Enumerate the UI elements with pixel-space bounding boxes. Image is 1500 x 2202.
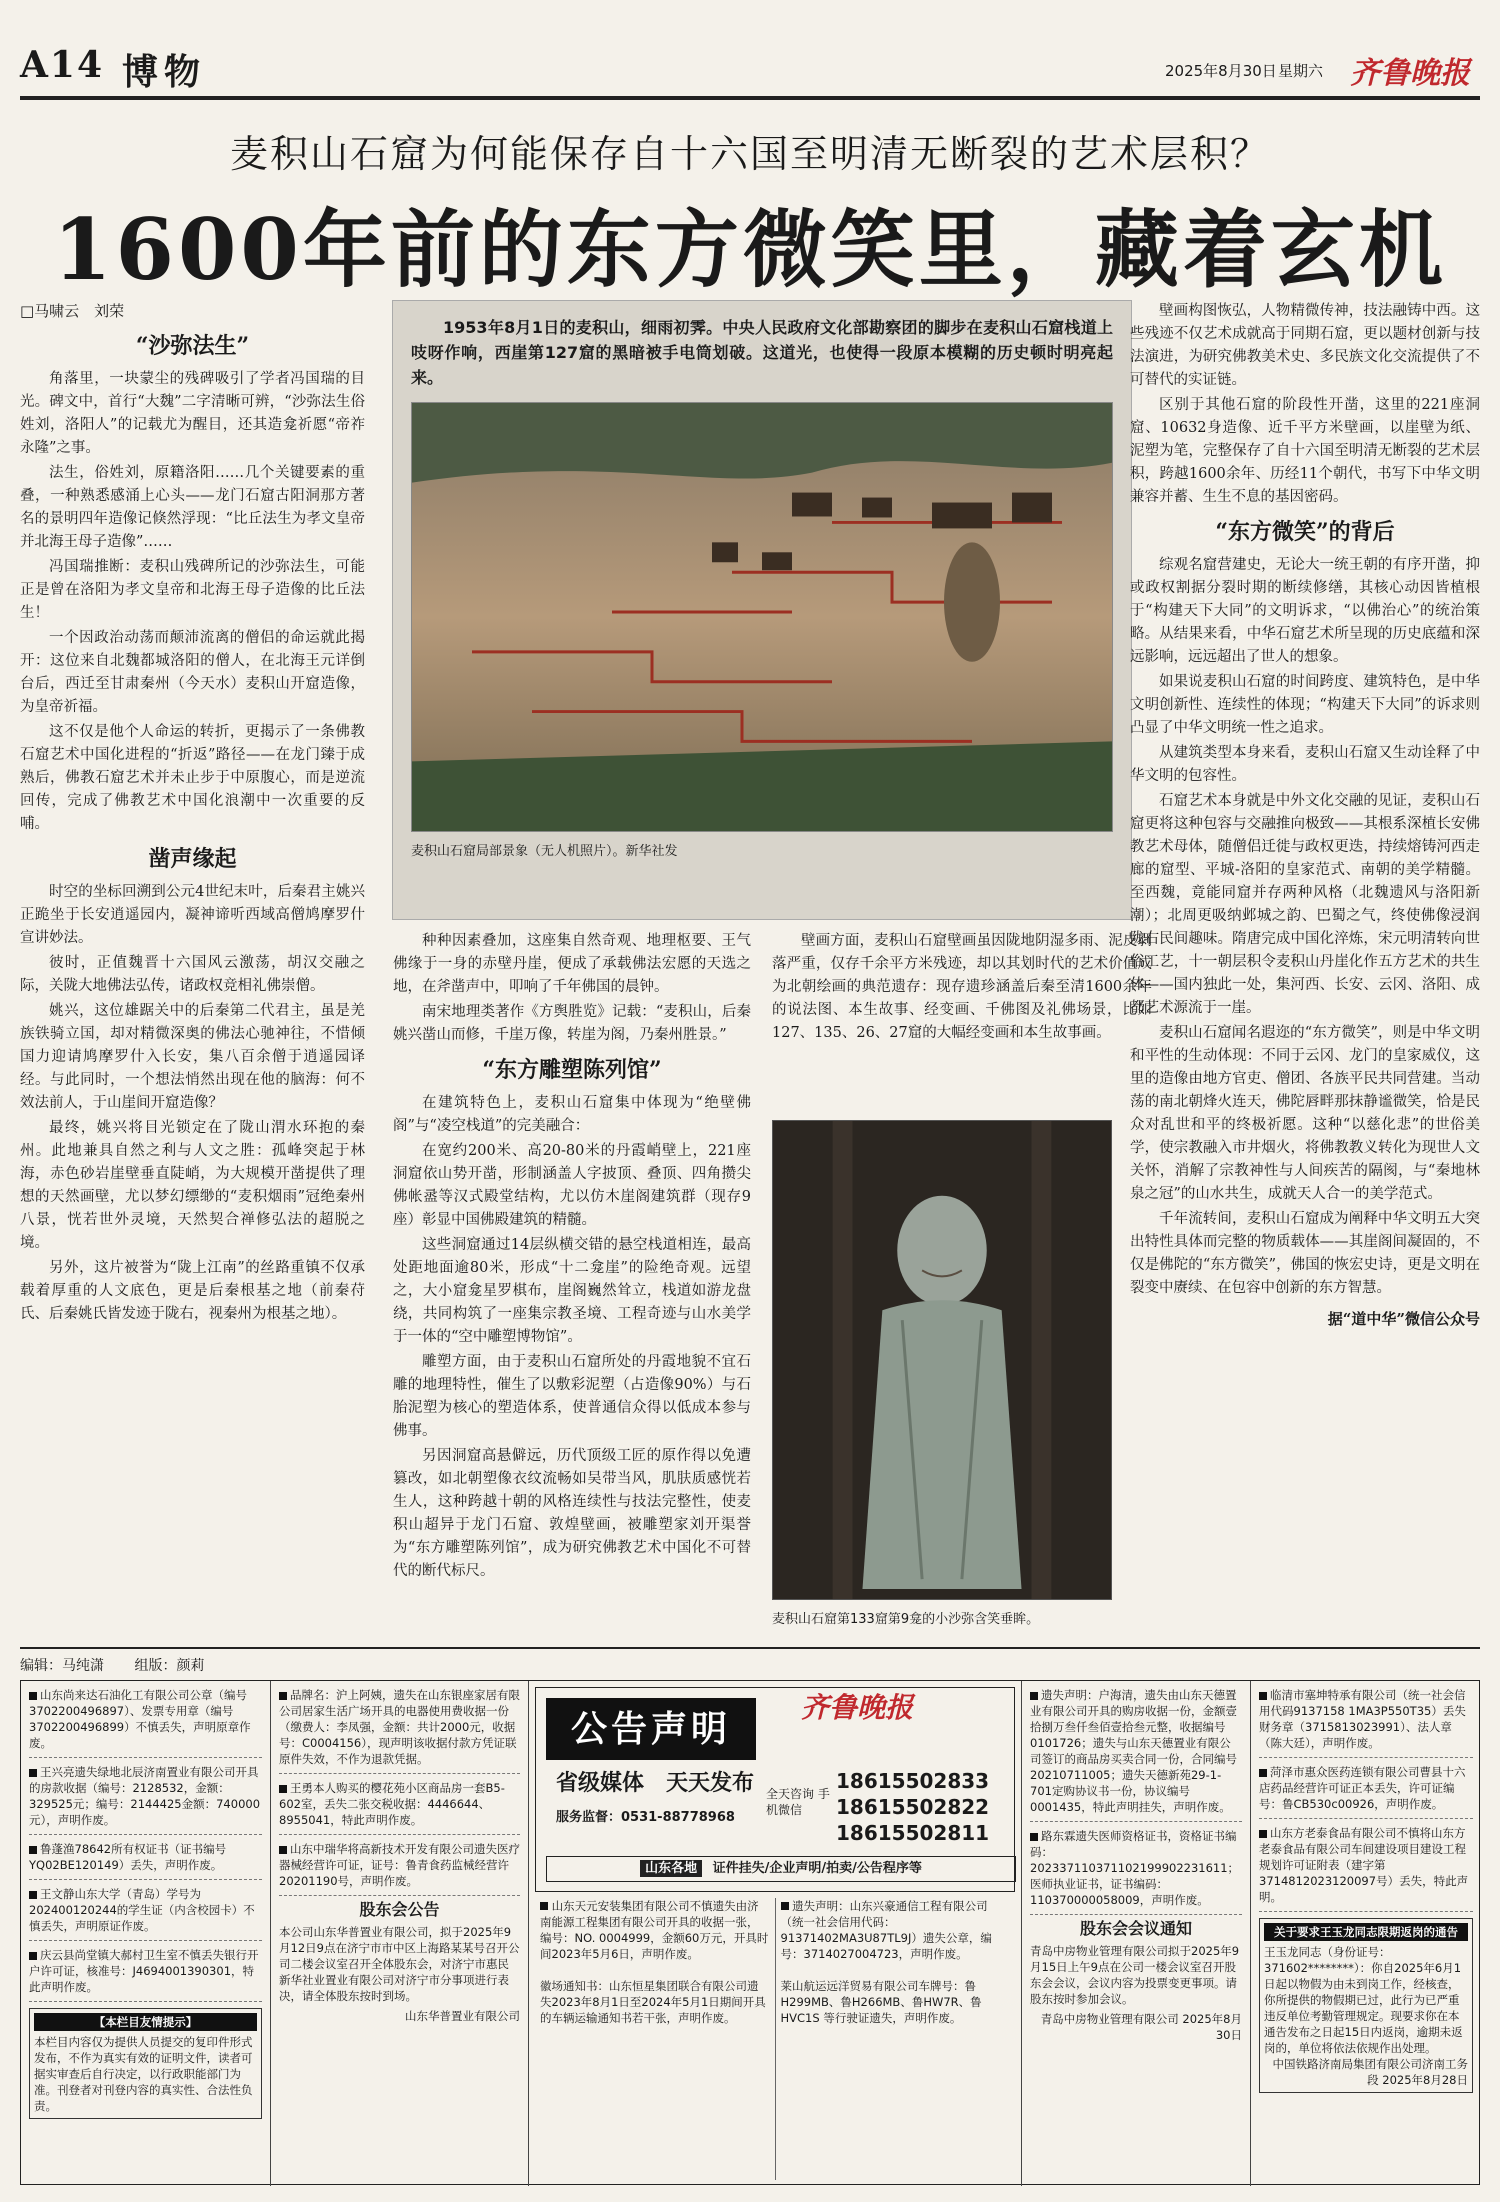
meeting-notice-title: 股东会公告 (359, 1900, 440, 1919)
paragraph: 壁画构图恢弘，人物精微传神，技法融铸中西。这些残迹不仅艺术成就高于同期石窟，更以题材创新与技法演进，为研究佛教美术史、多民族文化交流提供了不可替代的实证链。 (1130, 303, 1480, 388)
classified-item: 王兴亮遗失绿地北辰济南置业有限公司开具的房款收据（编号：2128532，金额：329525元；编号：2144425金额：740000元），声明作废。 (29, 1764, 262, 1835)
paragraph: 这些洞窟通过14层纵横交错的悬空栈道相连，最高处距地面逾80米，形成“十二龛崖”的险绝奇观。远望之，大小窟龛星罗棋布，崖阁巍然耸立，栈道如游龙盘绕，共同构筑了一座集宗教圣境、工程奇迹与山水美学于一体的“空中雕塑博物馆”。 (393, 1237, 751, 1345)
classified-item: 品牌名：沪上阿姨，遗失在山东银座家居有限公司居家生活广场开具的电器使用费收据一份（缴费人：李凤强，金额：共计2000元，收据号：C0004156），现声明该收据付款方凭证联原件失效，不作为退款凭据。 (279, 1687, 520, 1774)
return-notice-text: 王玉龙同志（身份证号：371602********）：你自2025年6月1日起以物假为由未到岗工作，经核查，你所提供的物假期已过，此行为已严重违反单位考勤管理规定。现要求你在本通告发布之日起15日内返岗，逾期未返岗的，单位将依法依规作出处理。 (1264, 1945, 1463, 2055)
weekday: 星期六 (1278, 62, 1324, 80)
classifieds-column-1 (21, 1681, 271, 2186)
column-tip-title: 【本栏目友情提示】 (34, 2013, 257, 2031)
notice-hotline: 服务监督：0531-88778968 (556, 1810, 735, 1825)
classified-item: 遗失声明：山东兴豪通信工程有限公司（统一社会信用代码：91371402MA3U87TL9J）遗失公章，编号：3714027004723，声明作废。 莱山航运远洋贸易有限公司车牌号：鲁H299MB、鲁H266MB、鲁HW7R、鲁HVC1S 等行驶证遗失，声明作废。 (780, 1899, 992, 2025)
classified-item: 王文静山东大学（青岛）学号为202400120244的学生证（内含校园卡）不慎丢失，声明原证作废。 (29, 1886, 262, 1941)
editor-credits (20, 1647, 1480, 1675)
paragraph: 如果说麦积山石窟的时间跨度、建筑特色，是中华文明创新性、连续性的体现；“构建天下大同”的诉求则凸显了中华文明统一性之追求。 (1130, 674, 1480, 736)
byline: □马啸云 刘荣 (20, 302, 125, 320)
paragraph: 另外，这片被誉为“陇上江南”的丝路重镇不仅承载着厚重的人文底色，更是后秦根基之地（前秦苻氏、后秦姚氏皆发迹于陇右，视秦州为根基之地）。 (20, 1260, 365, 1322)
article-column-3 (772, 930, 1152, 1140)
paragraph: 彼时，正值魏晋十六国风云激荡，胡汉交融之际，关陇大地佛法弘传，诸政权竞相礼佛崇僧。 (20, 955, 365, 994)
section-heading: “沙弥法生” (135, 333, 250, 359)
section-heading: 凿声缘起 (148, 846, 237, 872)
classifieds-section (20, 1680, 1480, 2185)
headline-kicker: 麦积山石窟为何能保存自十六国至明清无断裂的艺术层积？ (229, 132, 1270, 176)
notice-phones (836, 1768, 989, 1846)
return-notice-sign: 中国铁路济南局集团有限公司济南工务段 2025年8月28日 (1272, 2057, 1468, 2087)
masthead (20, 40, 1480, 100)
classified-item: 王勇本人购买的樱花苑小区商品房一套B5-602室，丢失二张交税收据：4446644、8955041，特此声明作废。 (279, 1780, 520, 1835)
photo-caption: 麦积山石窟局部景象（无人机照片）。新华社发 (411, 844, 678, 859)
paragraph: 从建筑类型本身来看，麦积山石窟又生动诠释了中华文明的包容性。 (1130, 745, 1480, 784)
classifieds-column-3 (1021, 1681, 1251, 2186)
article (20, 300, 1480, 1640)
smiling-monk-statue-photo (772, 1120, 1112, 1600)
meeting-notice-sign: 山东华普置业有限公司 (405, 2009, 520, 2023)
classified-item: 山东中瑞华将高新技术开发有限公司遗失医疗器械经营许可证，证号：鲁青食药监械经营许20201190号，声明作废。 (279, 1841, 520, 1896)
paragraph: 在建筑特色上，麦积山石窟集中体现为“绝壁佛阁”与“凌空栈道”的完美融合： (393, 1095, 751, 1134)
classified-item: 路东霖遗失医师资格证书，资格证书编码：202337110371102199902231611；医师执业证书，证书编码：110370000058009，声明作废。 (1030, 1828, 1242, 1915)
source-note: 据“道中华”微信公众号 (1327, 1310, 1480, 1328)
article-column-2 (393, 930, 751, 1640)
paragraph: 壁画方面，麦积山石窟壁画虽因陇地阴湿多雨、泥皮剥落严重，仅存千余平方米残迹，却以其划时代的艺术价值成为北朝绘画的典范遗存：现存遗珍涵盖后秦至清1600余年的说法图、本生故事、经变画、千佛图及礼佛场景，比如127、135、26、27窟的大幅经变画和本生故事画。 (772, 933, 1152, 1041)
meeting-notice-title: 股东会会议通知 (1079, 1919, 1192, 1938)
classified-item: 鲁蓬渔78642所有权证书（证书编号YQ02BE120149）丢失，声明作废。 (29, 1841, 262, 1880)
paragraph: 在宽约200米、高20-80米的丹霞峭壁上，221座洞窟依山势开凿，形制涵盖人字披顶、叠顶、四角攒尖佛帐盝等汉式殿堂结构，尤以仿木崖阁建筑群（现存9座）彰显中国佛殿建筑的精髓。 (393, 1143, 751, 1228)
services-list: 证件挂失/企业声明/拍卖/公告程序等 (712, 1861, 922, 1876)
photo-caption: 麦积山石窟第133窟第9龛的小沙弥含笑垂眸。 (772, 1612, 1040, 1627)
paragraph: 雕塑方面，由于麦积山石窟所处的丹霞地貌不宜石雕的地理特性，催生了以敷彩泥塑（占造像90%）与石胎泥塑为核心的塑造体系，使普通信众得以低成本参与佛事。 (393, 1354, 751, 1439)
paragraph: 综观名窟营建史，无论大一统王朝的有序开凿，抑或政权割据分裂时期的断续修缮，其核心动因皆植根于“构建天下大同”的文明诉求，“以佛治心”的统治策略。从结果来看，中华石窟艺术所呈现的历史底蕴和深远影响，远远超出了世人的想象。 (1130, 557, 1480, 665)
paragraph: 时空的坐标回溯到公元4世纪末叶，后秦君主姚兴正跪坐于长安逍遥园内，凝神谛听西域高僧鸠摩罗什宣讲妙法。 (20, 884, 365, 946)
notice-brand: 齐鲁晚报 (801, 1691, 914, 1724)
paragraph: 角落里，一块蒙尘的残碑吸引了学者冯国瑞的目光。碑文中，首行“大魏”二字清晰可辨，“沙弥法生俗姓刘，洛阳人”的记载尤为醒目，还其造龛祈愿“帝祚永隆”之事。 (20, 371, 365, 456)
statue-photo-block (772, 1120, 1112, 1640)
paragraph: 种种因素叠加，这座集自然奇观、地理枢要、王气佛缘于一身的赤壁丹崖，便成了承载佛法宏愿的天选之地，在斧凿声中，叩响了千年佛国的晨钟。 (393, 933, 751, 995)
paragraph: 麦积山石窟闻名遐迩的“东方微笑”，则是中华文明和平性的生动体现：不同于云冈、龙门的皇家威仪，这里的造像由地方官吏、僧团、各族平民共同营建。当动荡的南北朝烽火连天，佛陀唇畔那抹静谧微笑，恰是民众对乱世和平的终极祈愿。这种“以慈化悲”的世俗美学，使宗教融入市井烟火，将佛教教义转化为现世人文关怀，消解了宗教神性与人间疾苦的隔阂，与“秦地林泉之冠”的山水共生，成就天人合一的美学范式。 (1130, 1025, 1480, 1202)
article-column-1 (20, 300, 365, 1640)
return-notice-title: 关于要求王玉龙同志限期返岗的通告 (1264, 1923, 1468, 1941)
column-tip (29, 2008, 262, 2119)
meeting-notice-text: 青岛中房物业管理有限公司拟于2025年9月15日上午9点在公司一楼会议室召开股东会会议，会议内容为投票变更事项。请股东按时参加会议。 (1030, 1944, 1240, 2006)
phone-number[interactable]: 18615502833 (836, 1769, 990, 1793)
paragraph: 这不仅是他个人命运的转折，更揭示了一条佛教石窟艺术中国化进程的“折返”路径——在龙门臻于成熟后，佛教石窟艺术并未止步于中原腹心，而是逆流回传，完成了佛教艺术中国化浪潮中一次重要的反哺。 (20, 724, 365, 832)
lead-paragraph: 1953年8月1日的麦积山，细雨初霁。中央人民政府文化部勘察团的脚步在麦积山石窟栈道上吱呀作响，西崖第127窟的黑暗被手电筒划破。这道光，也使得一段原本模糊的历史顿时明亮起来。 (411, 318, 1113, 387)
paragraph: 法生，俗姓刘，原籍洛阳……几个关键要素的重叠，一种熟悉感涌上心头——龙门石窟古阳洞那方著名的景明四年造像记倏然浮现：“比丘法生为孝文皇帝并北海王母子造像”…… (20, 465, 365, 550)
notice-advert (535, 1687, 1015, 1892)
notice-services (546, 1856, 1016, 1882)
section-heading: “东方微笑”的背后 (1215, 519, 1395, 545)
page-number: A14 (20, 44, 105, 86)
article-column-4 (1130, 300, 1480, 1640)
meeting-notice-text: 本公司山东华普置业有限公司，拟于2025年9月12日9点在济宁市市中区上海路某某号召开公司二楼会议室召开全体股东会，对济宁市惠民新华社业置业有限公司对济宁市分事项进行表决，请全体股东按时到场。 (279, 1925, 520, 2003)
classified-item: 遗失声明：户海清，遗失由山东天德置业有限公司开具的购房收据一份，金额壹拾捌万叁仟叁佰壹拾叁元整，收据编号0101726；遗失与山东天德置业有限公司签订的商品房买卖合同一份，合同编号20210711005；遗失天德新苑29-1-701定购协议书一份，协议编号0001435，特此声明挂失，声明作废。 (1030, 1687, 1242, 1822)
paragraph: 石窟艺术本身就是中外文化交融的见证，麦积山石窟更将这种包容与交融推向极致——其根系深植长安佛教艺术母体，随僧侣迁徙与政权更迭，持续熔铸河西走廊的窟型、平城-洛阳的皇家范式、南朝的美学精髓。至西魏，竟能同窟并存两种风格（北魏遗风与洛阳新潮）；北周更吸纳邺城之韵、巴蜀之气，终使佛像浸润陇右民间趣味。隋唐完成中国化淬炼，宋元明清转向世俗工艺，十一朝层积令麦积山丹崖化作五方艺术的共生体——国内独此一处，集河西、长安、云冈、洛阳、成都艺术源流于一崖。 (1130, 793, 1480, 1016)
notice-slogan: 省级媒体 天天发布 (556, 1771, 755, 1796)
classified-item: 山东方老泰食品有限公司不慎将山东方老泰食品有限公司车间建设项目建设工程规划许可证附表（建字第3714812023120097号）丢失，特此声明。 (1259, 1825, 1473, 1912)
notice-lower (535, 1898, 1015, 2180)
paragraph: 另因洞窟高悬僻远，历代顶级工匠的原作得以免遭篡改，如北朝塑像衣纹流畅如吴带当风，肌肤质感恍若生人，这种跨越十朝的风格连续性与技法完整性，使麦积山超异于龙门石窟、敦煌壁画，被雕塑家刘开渠誉为“东方雕塑陈列馆”，成为研究佛教艺术中国化不可替代的断代标尺。 (393, 1448, 751, 1579)
return-notice (1259, 1918, 1473, 2093)
section-name: 博物 (122, 51, 207, 93)
paragraph: 最终，姚兴将目光锁定在了陇山渭水环抱的秦州。此地兼具自然之利与人文之胜：孤峰突起于林海，赤色砂岩崖壁垂直陡峭，为大规模开凿提供了理想的天然画壁，尤以梦幻缥缈的“麦积烟雨”冠绝秦州八景，恍若世外灵境，天然契合禅修弘法的超脱之境。 (20, 1120, 365, 1251)
services-tag: 山东各地 (640, 1860, 702, 1877)
layout-name: 组版：颜莉 (134, 1658, 205, 1674)
paragraph: 区别于其他石窟的阶段性开凿，这里的221座洞窟、10632身造像、近千平方米壁画，以崖壁为纸、泥塑为笔，完整保存了自十六国至明清无断裂的艺术层积，跨越1600余年、历经11个朝代，书写下中华文明兼容并蓄、生生不息的基因密码。 (1130, 397, 1480, 505)
notice-center (529, 1681, 1021, 2186)
notice-title: 公告声明 (546, 1698, 756, 1760)
classified-item: 菏泽市惠众医药连锁有限公司曹县十六店药品经营许可证正本丢失，许可证编号：鲁CB530c00926，声明作废。 (1259, 1764, 1473, 1819)
paragraph: 一个因政治动荡而颠沛流离的僧侣的命运就此揭开：这位来自北魏都城洛阳的僧人，在北海王元详倒台后，西迁至甘肃秦州（今天水）麦积山开窟造像，为皇帝祈福。 (20, 630, 365, 715)
phone-number[interactable]: 18615502811 (836, 1821, 990, 1845)
classifieds-column-2 (271, 1681, 529, 2186)
editor-name: 编辑：马纯潇 (20, 1658, 104, 1674)
paragraph: 南宋地理类著作《方舆胜览》记载：“麦积山，后秦姚兴凿山而修，千崖万像，转崖为阁，乃秦州胜景。” (393, 1004, 751, 1043)
paragraph: 冯国瑞推断：麦积山残碑所记的沙弥法生，可能正是曾在洛阳为孝文皇帝和北海王母子造像的比丘法生！ (20, 559, 365, 621)
maiji-cliff-photo (411, 402, 1113, 832)
lead-box (392, 300, 1132, 920)
classified-item: 山东天元安装集团有限公司不慎遗失由济南能源工程集团有限公司开具的收据一张，编号：NO. 0004999，金额60万元，开具时间2023年5月6日，声明作废。 徽场通知书：山东恒星集团联合有限公司遗失2023年8月1日至2024年5月1日期间开具的车辆运输通知书若干张，声明作废。 (535, 1898, 776, 2180)
paragraph: 姚兴，这位雄踞关中的后秦第二代君主，虽是羌族铁骑立国，却对精微深奥的佛法心驰神往，不惜倾国力迎请鸠摩罗什入长安，集八百余僧于逍遥园译经。与此同时，一个想法悄然出现在他的脑海：何不效法前人，于山崖间开窟造像？ (20, 1003, 365, 1111)
newspaper-logo: 齐鲁晚报 (1350, 56, 1470, 91)
notice-consult: 全天咨询 手机微信 (766, 1787, 830, 1817)
classified-item: 庆云县尚堂镇大郝村卫生室不慎丢失银行开户许可证，核准号：J4694001390301，特此声明作废。 (29, 1947, 262, 2002)
classified-item: 临清市塞坤特承有限公司（统一社会信用代码9137158 1MA3P550T35）丢失财务章（3715813023991）、法人章（陈大廷），声明作废。 (1259, 1687, 1473, 1758)
meeting-notice-sign: 青岛中房物业管理有限公司 2025年8月30日 (1040, 2012, 1242, 2042)
column-tip-text: 本栏目内容仅为提供人员提交的复印件形式发布，不作为真实有效的证明文件，读者可据实审查后自行决定，以行政职能部门为准。刊登者对刊登内容的真实性、合法性负责。 (34, 2035, 253, 2113)
phone-number[interactable]: 18615502822 (836, 1795, 990, 1819)
section-heading: “东方雕塑陈列馆” (482, 1057, 662, 1083)
classified-item: 山东尚来达石油化工有限公司公章（编号3702200496897）、发票专用章（编号3702200496899）不慎丢失，声明原章作废。 (29, 1687, 262, 1758)
paragraph: 千年流转间，麦积山石窟成为阐释中华文明五大突出特性具体而完整的物质载体——其崖阁间凝固的，不仅是佛陀的“东方微笑”，佛国的恢宏史诗，更是文明在裂变中赓续、在包容中创新的东方智慧。 (1130, 1211, 1480, 1296)
headline-title: 1600年前的东方微笑里，藏着玄机 (53, 200, 1447, 299)
publication-date: 2025年8月30日 (1165, 62, 1277, 80)
classifieds-column-4 (1251, 1681, 1481, 2186)
